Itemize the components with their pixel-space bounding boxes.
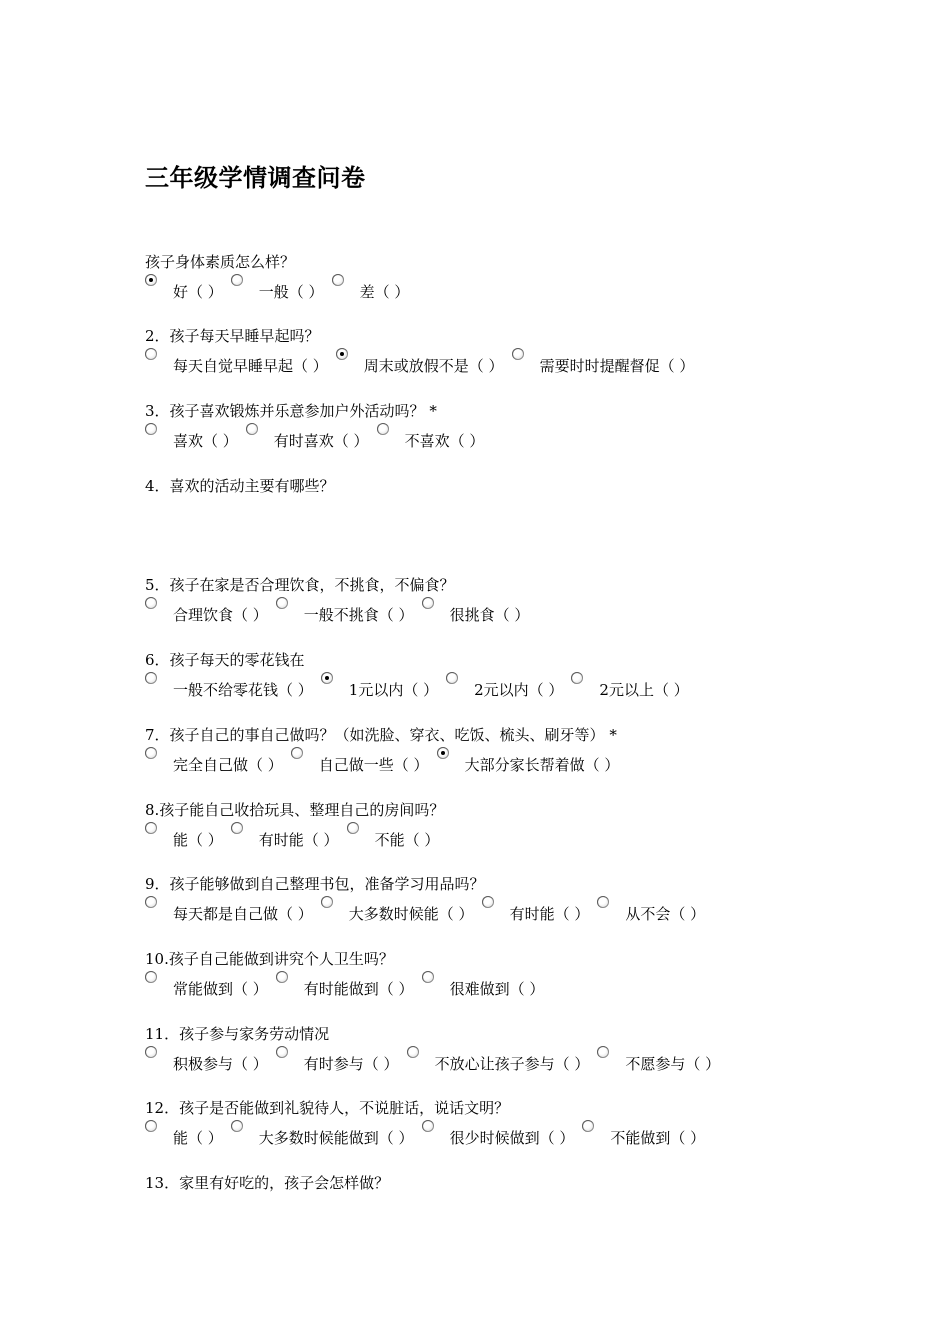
option[interactable] <box>145 350 336 376</box>
option-label: 2元以上（ ） <box>599 681 689 699</box>
option-group <box>145 350 702 374</box>
radio-unchecked-icon[interactable] <box>145 747 157 759</box>
question-text: 13．家里有好吃的，孩子会怎样做？ <box>145 1174 390 1192</box>
option[interactable] <box>145 898 321 924</box>
option-group <box>145 824 447 848</box>
option-label: 不喜欢（ ） <box>404 432 485 450</box>
radio-unchecked-icon[interactable] <box>145 822 157 834</box>
radio-unchecked-icon[interactable] <box>291 747 303 759</box>
option[interactable] <box>291 749 437 775</box>
radio-checked-icon[interactable] <box>321 672 333 684</box>
option[interactable] <box>597 898 713 924</box>
option-label: 自己做一些（ ） <box>318 756 429 774</box>
radio-unchecked-icon[interactable] <box>145 1046 157 1058</box>
radio-unchecked-icon[interactable] <box>231 822 243 834</box>
option[interactable] <box>231 824 347 850</box>
option-label: 很挑食（ ） <box>449 606 530 624</box>
option-group <box>145 973 552 997</box>
radio-unchecked-icon[interactable] <box>276 1046 288 1058</box>
option[interactable] <box>377 425 493 451</box>
option-group <box>145 276 417 300</box>
option-label: 一般不给零花钱（ ） <box>173 681 313 699</box>
option[interactable] <box>336 350 512 376</box>
option[interactable] <box>446 674 571 700</box>
option-label: 喜欢（ ） <box>173 432 238 450</box>
radio-unchecked-icon[interactable] <box>482 896 494 908</box>
question-8 <box>145 800 447 848</box>
question-13 <box>145 1173 389 1195</box>
option[interactable] <box>437 749 628 775</box>
option[interactable] <box>231 276 332 302</box>
option-label: 很少时候做到（ ） <box>449 1129 575 1147</box>
radio-unchecked-icon[interactable] <box>597 1046 609 1058</box>
option-label: 从不会（ ） <box>625 905 706 923</box>
question-6 <box>145 650 697 698</box>
radio-unchecked-icon[interactable] <box>332 274 344 286</box>
option[interactable] <box>407 1048 598 1074</box>
option[interactable] <box>276 973 422 999</box>
option[interactable] <box>422 599 538 625</box>
question-text: 10.孩子自己能做到讲究个人卫生吗？ <box>145 950 394 968</box>
option[interactable] <box>145 425 246 451</box>
question-12 <box>145 1098 713 1146</box>
question-text: 12．孩子是否能做到礼貌待人，不说脏话，说话文明？ <box>145 1099 510 1117</box>
radio-unchecked-icon[interactable] <box>597 896 609 908</box>
option[interactable] <box>582 1122 713 1148</box>
question-text: 5．孩子在家是否合理饮食，不挑食，不偏食？ <box>145 576 455 594</box>
option-group <box>145 1122 713 1146</box>
option-label: 差（ ） <box>359 283 410 301</box>
option-label: 1元以内（ ） <box>348 681 439 699</box>
radio-unchecked-icon[interactable] <box>145 672 157 684</box>
option-label: 有时能（ ） <box>509 905 590 923</box>
option[interactable] <box>597 1048 728 1074</box>
radio-unchecked-icon[interactable] <box>347 822 359 834</box>
question-9 <box>145 874 713 922</box>
option-label: 大部分家长帮着做（ ） <box>464 756 620 774</box>
question-text: 11．孩子参与家务劳动情况 <box>145 1025 330 1043</box>
question-text: 6．孩子每天的零花钱在 <box>145 651 305 669</box>
option-label: 大多数时候能（ ） <box>348 905 474 923</box>
radio-unchecked-icon[interactable] <box>231 274 243 286</box>
option-label: 有时能（ ） <box>258 831 339 849</box>
radio-unchecked-icon[interactable] <box>512 348 524 360</box>
question-text: 2．孩子每天早睡早起吗？ <box>145 327 320 345</box>
option-label: 大多数时候能做到（ ） <box>258 1129 414 1147</box>
option[interactable] <box>145 973 276 999</box>
option[interactable] <box>321 898 482 924</box>
radio-unchecked-icon[interactable] <box>246 423 258 435</box>
option-group <box>145 1048 728 1072</box>
option-label: 能（ ） <box>173 831 223 849</box>
option-label: 合理饮食（ ） <box>173 606 268 624</box>
radio-unchecked-icon[interactable] <box>231 1120 243 1132</box>
option-group <box>145 425 492 449</box>
radio-unchecked-icon[interactable] <box>145 896 157 908</box>
option[interactable] <box>571 674 696 700</box>
option-label: 需要时时提醒督促（ ） <box>539 357 695 375</box>
radio-unchecked-icon[interactable] <box>446 672 458 684</box>
radio-unchecked-icon[interactable] <box>321 896 333 908</box>
option[interactable] <box>332 276 418 302</box>
option[interactable] <box>145 749 291 775</box>
radio-unchecked-icon[interactable] <box>145 597 157 609</box>
question-text: 7．孩子自己的事自己做吗？（如洗脸、穿衣、吃饭、梳头、刷牙等） * <box>145 726 617 744</box>
option-group <box>145 599 537 623</box>
option[interactable] <box>276 1048 407 1074</box>
option-label: 有时能做到（ ） <box>303 980 414 998</box>
option[interactable] <box>145 824 231 850</box>
option-label: 积极参与（ ） <box>173 1055 268 1073</box>
radio-unchecked-icon[interactable] <box>422 971 434 983</box>
option[interactable] <box>231 1122 422 1148</box>
radio-unchecked-icon[interactable] <box>145 348 157 360</box>
radio-unchecked-icon[interactable] <box>582 1120 594 1132</box>
radio-checked-icon[interactable] <box>437 747 449 759</box>
option-group <box>145 898 713 922</box>
option[interactable] <box>145 276 231 302</box>
option-label: 不放心让孩子参与（ ） <box>434 1055 590 1073</box>
option-label: 常能做到（ ） <box>173 980 268 998</box>
option-label: 2元以内（ ） <box>474 681 564 699</box>
radio-unchecked-icon[interactable] <box>422 597 434 609</box>
option[interactable] <box>145 599 276 625</box>
option-label: 完全自己做（ ） <box>173 756 283 774</box>
question-text: 孩子身体素质怎么样？ <box>145 253 296 271</box>
radio-checked-icon[interactable] <box>145 274 157 286</box>
option-label: 能（ ） <box>173 1129 223 1147</box>
option-label: 有时参与（ ） <box>303 1055 399 1073</box>
question-text: 9．孩子能够做到自己整理书包，准备学习用品吗？ <box>145 875 485 893</box>
option[interactable] <box>246 425 377 451</box>
option[interactable] <box>145 1122 231 1148</box>
option-group <box>145 749 627 773</box>
radio-unchecked-icon[interactable] <box>422 1120 434 1132</box>
question-4 <box>145 476 335 498</box>
question-1 <box>145 252 417 300</box>
option-label: 不愿参与（ ） <box>625 1055 721 1073</box>
option[interactable] <box>276 599 422 625</box>
option-label: 不能（ ） <box>374 831 440 849</box>
radio-unchecked-icon[interactable] <box>145 971 157 983</box>
question-text: 8.孩子能自己收拾玩具、整理自己的房间吗？ <box>145 801 445 819</box>
option[interactable] <box>512 350 703 376</box>
question-2 <box>145 326 702 374</box>
option-group <box>145 674 697 698</box>
radio-unchecked-icon[interactable] <box>276 597 288 609</box>
radio-unchecked-icon[interactable] <box>571 672 583 684</box>
option[interactable] <box>422 973 553 999</box>
option-label: 每天都是自己做（ ） <box>173 905 313 923</box>
option[interactable] <box>145 1048 276 1074</box>
question-text: 4．喜欢的活动主要有哪些？ <box>145 477 335 495</box>
page-title: 三年级学情调查问卷 <box>145 164 366 192</box>
question-11 <box>145 1024 728 1072</box>
question-10 <box>145 949 552 997</box>
option-label: 周末或放假不是（ ） <box>363 357 504 375</box>
radio-unchecked-icon[interactable] <box>145 423 157 435</box>
question-7 <box>145 725 627 773</box>
question-3 <box>145 401 492 449</box>
option-label: 很难做到（ ） <box>449 980 545 998</box>
option[interactable] <box>422 1122 583 1148</box>
option-label: 有时喜欢（ ） <box>273 432 369 450</box>
option-label: 一般不挑食（ ） <box>303 606 414 624</box>
radio-checked-icon[interactable] <box>336 348 348 360</box>
radio-unchecked-icon[interactable] <box>276 971 288 983</box>
option[interactable] <box>347 824 448 850</box>
radio-unchecked-icon[interactable] <box>407 1046 419 1058</box>
radio-unchecked-icon[interactable] <box>377 423 389 435</box>
question-5 <box>145 575 537 623</box>
radio-unchecked-icon[interactable] <box>145 1120 157 1132</box>
question-text: 3．孩子喜欢锻炼并乐意参加户外活动吗？ * <box>145 402 437 420</box>
option-label: 好（ ） <box>173 283 223 301</box>
option[interactable] <box>482 898 598 924</box>
option-label: 每天自觉早睡早起（ ） <box>173 357 328 375</box>
option[interactable] <box>321 674 446 700</box>
option-label: 不能做到（ ） <box>610 1129 706 1147</box>
option[interactable] <box>145 674 321 700</box>
option-label: 一般（ ） <box>258 283 324 301</box>
